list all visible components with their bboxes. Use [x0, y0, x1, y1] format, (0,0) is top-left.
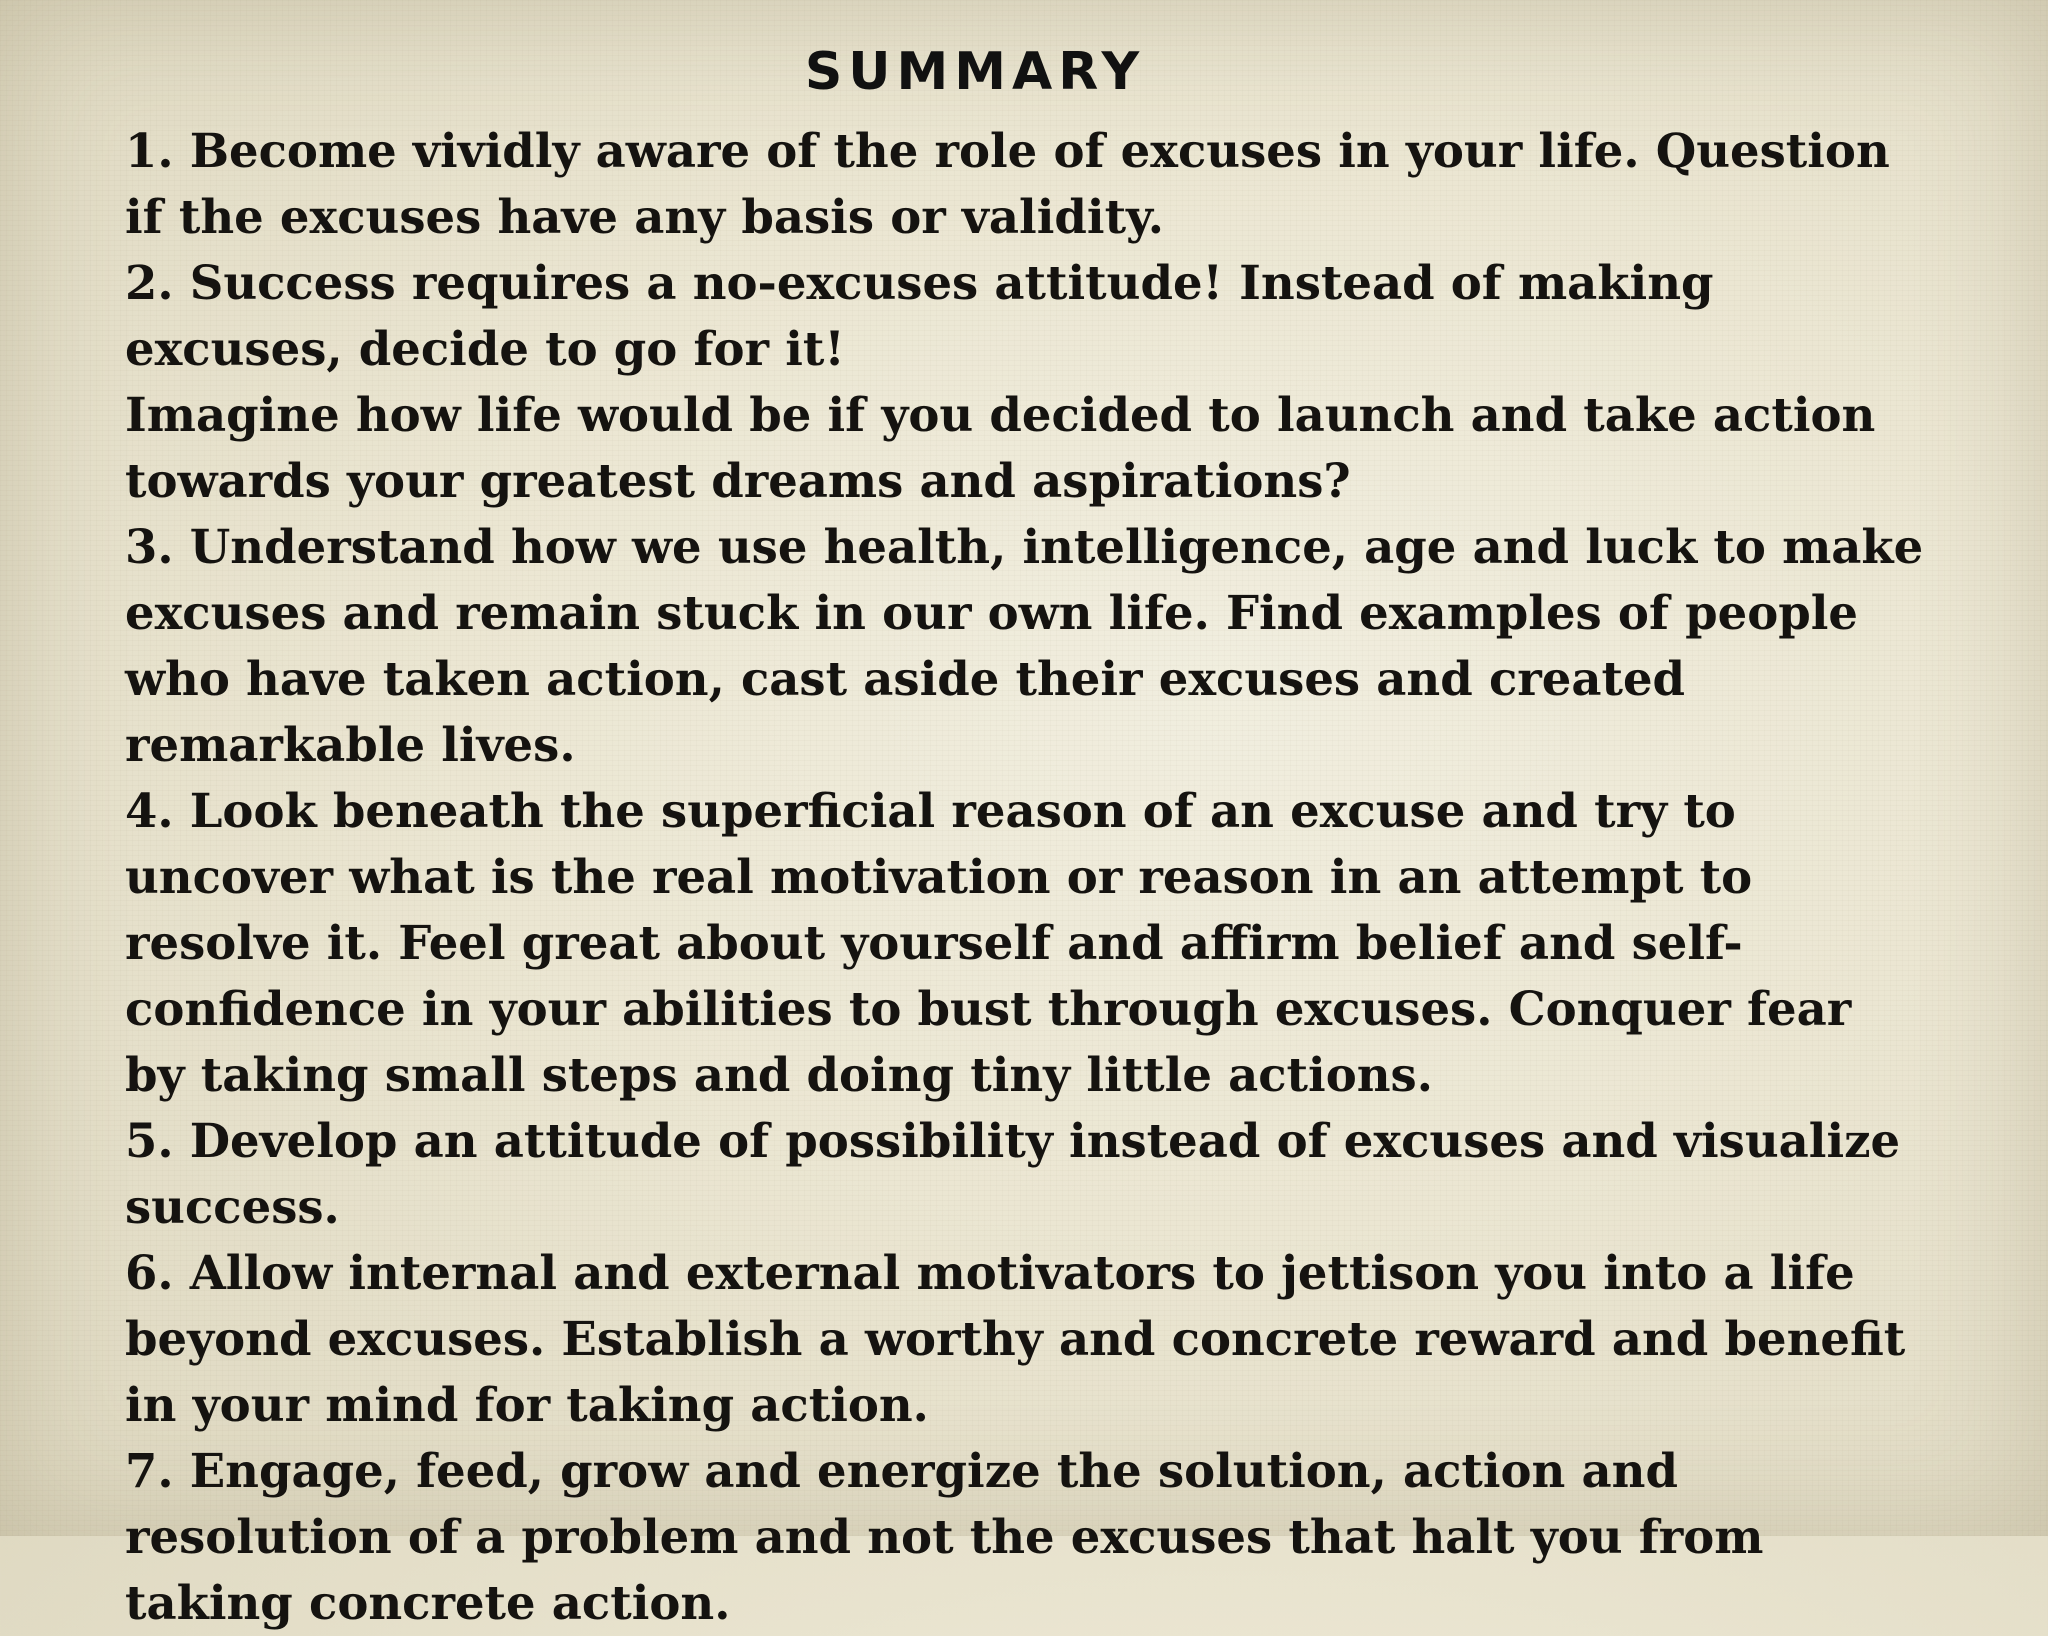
summary-list [125, 118, 1925, 1636]
summary-item-7: 7. Engage, feed, grow and energize the solution, action and resolution of a problem and not the excuses that halt you from taking concrete action. [125, 1443, 1764, 1630]
summary-item-1: 1. Become vividly aware of the role of excuses in your life. Question if the excuses have any basis or validity. [125, 123, 1890, 244]
summary-item-6: 6. Allow internal and external motivators to jettison you into a life beyond excuses. Establish a worthy and concrete reward and benefit in your mind for taking action. [125, 1245, 1906, 1432]
summary-item-2-continued: Imagine how life would be if you decided to launch and take action towards your greatest dreams and aspirations? [125, 387, 1876, 508]
summary-item-3: 3. Understand how we use health, intelligence, age and luck to make excuses and remain stuck in our own life. Find examples of people who have taken action, cast aside their excuses and created remarkable lives. [125, 519, 1924, 772]
summary-item-5: 5. Develop an attitude of possibility instead of excuses and visualize success. [125, 1113, 1901, 1234]
slide-title: SUMMARY [804, 42, 1146, 102]
summary-item-2: 2. Success requires a no-excuses attitude! Instead of making excuses, decide to go for it! [125, 255, 1714, 376]
summary-item-4: 4. Look beneath the superficial reason of an excuse and try to uncover what is the real motivation or reason in an attempt to resolve it. Feel great about yourself and affirm belief and self-confidence in your abilities to bust through excuses. Conquer fear by taking small steps and doing tiny little actions. [125, 783, 1852, 1102]
